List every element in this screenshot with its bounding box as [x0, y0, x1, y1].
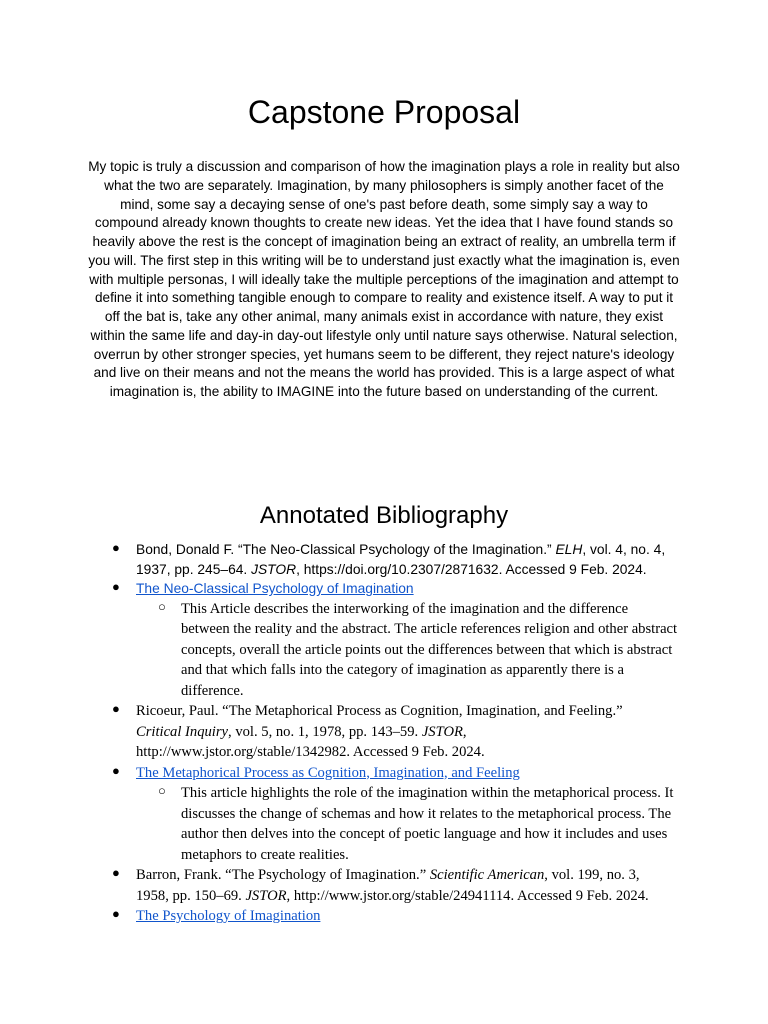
annotation-text: This Article describes the interworking of the imagination and the difference between the reality and the abstract. The article references religion and other abstract concepts, overall the article points out the differences between that which is abstract and that which falls into the category of imagination as apparently there is a difference.: [181, 600, 678, 699]
annotation-ricoeur: [0, 783, 679, 865]
citation-barron: [0, 865, 668, 906]
bullet-icon: ●: [112, 762, 120, 778]
sub-bullet-icon: ○: [158, 783, 166, 798]
bullet-icon: ●: [112, 906, 120, 921]
annotation-text: This article highlights the role of the imagination within the metaphorical process. It discusses the change of schemas and how it relates to the metaphorical process. The author then delves into the concept of poetic language and how it includes and uses metaphors to create realities.: [181, 785, 674, 863]
page-title: Capstone Proposal: [247, 94, 521, 130]
citation-text: Barron, Frank. “The Psychology of Imagination.” Scientific American, vol. 199, no. 3, 1958, pp. 150–69. JSTOR, http://www.jstor.org/stable/24941114. Accessed 9 Feb. 2024.: [136, 867, 649, 904]
citation-text: Bond, Donald F. “The Neo-Classical Psychology of the Imagination.” ELH, vol. 4, no. 4, 1937, pp. 245–64. JSTOR, https://doi.org/10.2307/2871632. Accessed 9 Feb. 2024.: [136, 542, 666, 577]
link-metaphorical-process[interactable]: The Metaphorical Process as Cognition, Imagination, and Feeling: [136, 764, 520, 781]
link-item-bond: [0, 579, 668, 599]
bullet-icon: ●: [112, 579, 120, 594]
sub-bullet-icon: ○: [158, 598, 166, 614]
intro-paragraph: My topic is truly a discussion and comparison of how the imagination plays a role in reality but also what the two are separately. Imagination, by many philosophers is simply another facet of the mind, some say a decaying sense of one's past before death, some simply say a way to compound already known thoughts to create new ideas. Yet the idea that I have found stands so heavily above the rest is the concept of imagination being an extract of reality, an umbrella term if you will. The first step in this writing will be to understand just exactly what the imagination is, even with multiple personas, I will ideally take the multiple perceptions of the imagination and attempt to define it into something tangible enough to compare to reality and existence itself. A way to put it off the bat is, take any other animal, many animals exist in accordance with nature, they exist within the same life and day-in day-out lifestyle only until nature says otherwise. Natural selection, overrun by other stronger species, yet humans seem to be different, they reject nature's ideology and live on their means and not the means the world has provided. This is a large aspect of what imagination is, the ability to IMAGINE into the future based on understanding of the current.: [88, 159, 680, 399]
bibliography-heading: Annotated Bibliography: [259, 502, 509, 529]
annotation-bond: [0, 599, 679, 702]
bibliography-list: [0, 540, 768, 927]
link-neo-classical[interactable]: The Neo-Classical Psychology of Imagination: [136, 581, 414, 596]
bullet-icon: ●: [112, 865, 120, 880]
bullet-icon: ●: [112, 701, 120, 716]
link-psychology-of-imagination[interactable]: The Psychology of Imagination: [136, 908, 321, 924]
bullet-icon: ●: [112, 540, 120, 555]
citation-ricoeur: [0, 701, 668, 763]
link-item-ricoeur: [0, 763, 668, 784]
link-item-barron: [0, 906, 668, 927]
citation-text: Ricoeur, Paul. “The Metaphorical Process as Cognition, Imagination, and Feeling.” Critical Inquiry, vol. 5, no. 1, 1978, pp. 143–59. JSTOR, http://www.jstor.org/stable/1342982. Accessed 9 Feb. 2024.: [136, 703, 623, 760]
citation-bond: [0, 540, 668, 579]
